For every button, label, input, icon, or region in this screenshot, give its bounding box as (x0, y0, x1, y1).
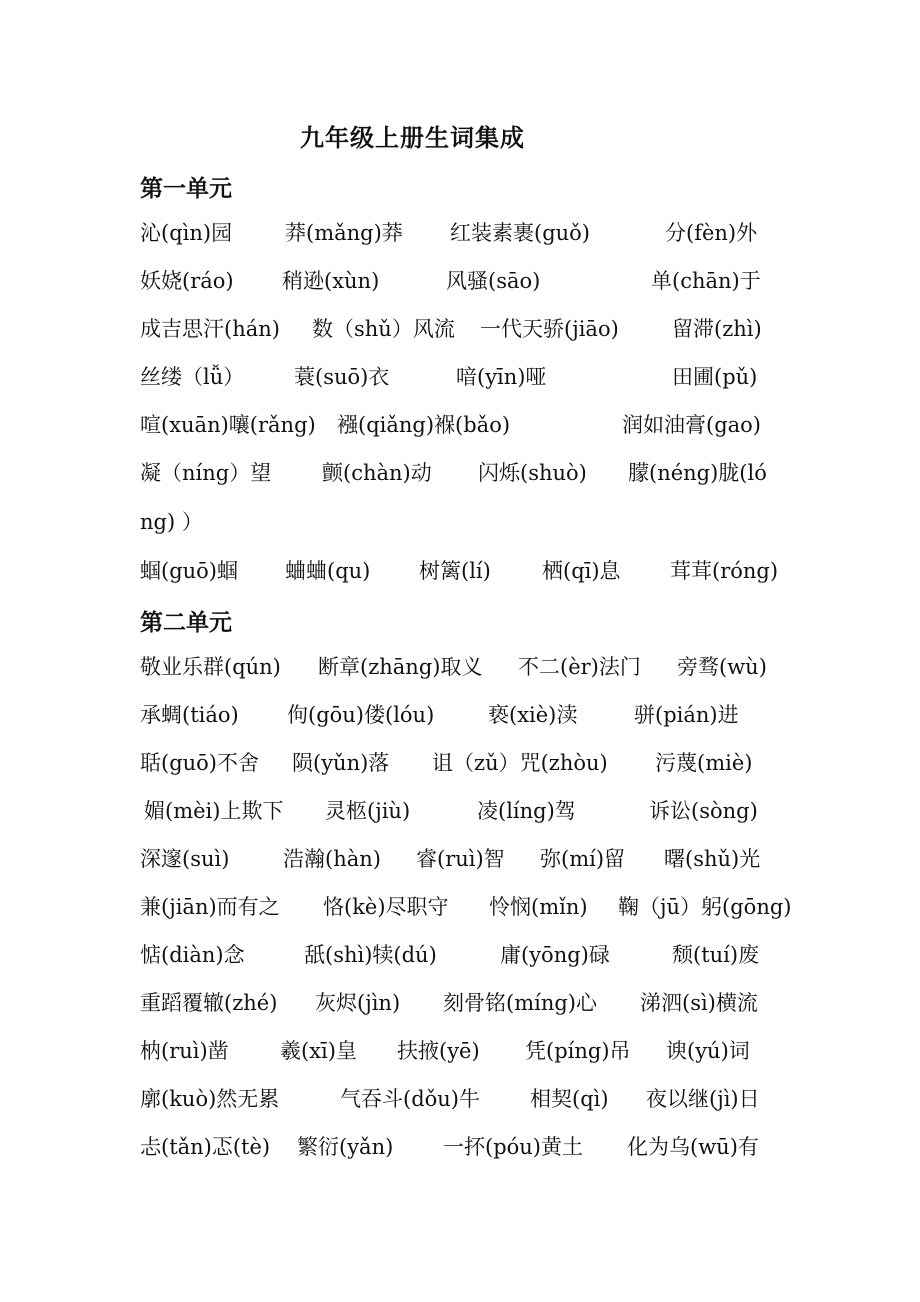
vocab-line (0, 458, 920, 498)
document-title: 九年级上册生词集成 (300, 123, 525, 152)
vocab-item: 气吞斗(dǒu)牛 (340, 1087, 480, 1111)
vocab-line (0, 362, 920, 402)
vocab-line (0, 314, 920, 354)
vocab-line (0, 652, 920, 692)
vocab-item: 润如油膏(gao) (622, 413, 761, 437)
vocab-item: 敬业乐群(qún) (140, 655, 281, 679)
vocab-item: 怜悯(mǐn) (489, 895, 588, 919)
vocab-item: 成吉思汗(hán) (140, 317, 280, 341)
vocab-item: 喧(xuān)嚷(rǎng) (140, 413, 316, 437)
vocab-item: 睿(ruì)智 (416, 847, 505, 871)
vocab-item: 蝈(guō)蝈 (140, 559, 238, 583)
vocab-item: 凌(líng)驾 (477, 799, 576, 823)
vocab-item: 惦(diàn)念 (140, 943, 245, 967)
vocab-item: 枘(ruì)凿 (140, 1039, 229, 1063)
vocab-item: 诅（zǔ）咒(zhòu) (432, 751, 608, 775)
vocab-line (0, 507, 920, 547)
section-heading: 第二单元 (140, 609, 232, 636)
vocab-item: 朦(néng)胧(ló (628, 461, 767, 485)
vocab-item: 不二(èr)法门 (518, 655, 641, 679)
vocab-item: 忐(tǎn)忑(tè) (140, 1135, 271, 1159)
vocab-item: 茸茸(róng) (670, 559, 779, 583)
vocab-item: 丝缕（lǚ） (140, 365, 245, 389)
vocab-item: 蓑(suō)衣 (294, 365, 390, 389)
vocab-line (0, 796, 920, 836)
vocab-item: 媚(mèi)上欺下 (144, 799, 284, 823)
vocab-line (0, 1084, 920, 1124)
vocab-item: 弥(mí)留 (540, 847, 626, 871)
vocab-item: 莽(mǎng)莽 (285, 221, 403, 245)
vocab-item: 污蔑(miè) (655, 751, 753, 775)
vocab-line (0, 988, 920, 1028)
vocab-item: 羲(xī)皇 (280, 1039, 357, 1063)
vocab-item: 单(chān)于 (651, 269, 761, 293)
vocab-item: 蛐蛐(qu) (285, 559, 371, 583)
vocab-item: 承蜩(tiáo) (140, 703, 239, 727)
vocab-item: 扶掖(yē) (397, 1039, 480, 1063)
vocab-line (0, 700, 920, 740)
vocab-item: 灰烬(jìn) (315, 991, 401, 1015)
vocab-item: 闪烁(shuò) (478, 461, 587, 485)
vocab-item: 重蹈覆辙(zhé) (140, 991, 278, 1015)
vocab-item: 襁(qiǎng)褓(bǎo) (337, 413, 511, 437)
vocab-line (0, 892, 920, 932)
vocab-item: 浩瀚(hàn) (283, 847, 381, 871)
vocab-line (0, 556, 920, 596)
vocab-line (0, 218, 920, 258)
vocab-item: 旁骛(wù) (677, 655, 767, 679)
vocab-item: 繁衍(yǎn) (297, 1135, 394, 1159)
vocab-item: 聒(guō)不舍 (140, 751, 259, 775)
vocab-item: 夜以继(jì)日 (646, 1087, 760, 1111)
vocab-item: 陨(yǔn)落 (292, 751, 390, 775)
vocab-line (0, 940, 920, 980)
vocab-line (0, 1132, 920, 1172)
vocab-item: 树篱(lí) (419, 559, 491, 583)
vocab-line (0, 410, 920, 450)
vocab-item: 涕泗(sì)横流 (640, 991, 758, 1015)
vocab-item: 谀(yú)词 (666, 1039, 750, 1063)
vocab-line (0, 1036, 920, 1076)
vocab-item: 田圃(pǔ) (672, 365, 758, 389)
vocab-item: 刻骨铭(míng)心 (443, 991, 597, 1015)
vocab-item: 风骚(sāo) (446, 269, 541, 293)
vocab-item: 颤(chàn)动 (322, 461, 432, 485)
vocab-item: 一代天骄(jiāo) (480, 317, 619, 341)
vocab-item: 灵柩(jiù) (325, 799, 411, 823)
vocab-item: 稍逊(xùn) (282, 269, 380, 293)
vocab-item: 妖娆(ráo) (140, 269, 234, 293)
vocab-item: 喑(yīn)哑 (456, 365, 547, 389)
vocab-item: 颓(tuí)废 (672, 943, 760, 967)
vocab-item: 凭(píng)吊 (525, 1039, 631, 1063)
vocab-item: 一抔(póu)黄土 (443, 1135, 583, 1159)
vocab-line (0, 844, 920, 884)
vocab-item: 佝(gōu)偻(lóu) (287, 703, 435, 727)
vocab-item: 凝（níng）望 (140, 461, 272, 485)
vocab-item: 兼(jiān)而有之 (140, 895, 280, 919)
vocab-item: 分(fèn)外 (665, 221, 758, 245)
vocab-item: 曙(shǔ)光 (664, 847, 761, 871)
vocab-item: 鞠（jū）躬(gōng) (618, 895, 792, 919)
vocab-item: 诉讼(sòng) (649, 799, 758, 823)
vocab-item: 相契(qì) (530, 1087, 609, 1111)
vocab-item: 舐(shì)犊(dú) (304, 943, 437, 967)
vocab-item: 亵(xiè)渎 (488, 703, 578, 727)
vocab-item: 庸(yōng)碌 (500, 943, 610, 967)
section-heading: 第一单元 (140, 175, 232, 202)
vocab-item: 恪(kè)尽职守 (323, 895, 449, 919)
vocab-item: 化为乌(wū)有 (627, 1135, 759, 1159)
vocab-line (0, 266, 920, 306)
vocab-item: 深邃(suì) (140, 847, 230, 871)
vocab-line (0, 748, 920, 788)
vocab-item: 断章(zhāng)取义 (318, 655, 483, 679)
vocab-item: 廓(kuò)然无累 (140, 1087, 280, 1111)
vocab-item: 沁(qìn)园 (140, 221, 233, 245)
vocab-item: 留滞(zhì) (672, 317, 762, 341)
vocab-item: 骈(pián)进 (634, 703, 739, 727)
vocab-item: 栖(qī)息 (542, 559, 621, 583)
vocab-item: 数（shǔ）风流 (312, 317, 455, 341)
vocab-item: ng) ） (140, 510, 203, 534)
vocab-item: 红装素裹(guǒ) (450, 221, 590, 245)
